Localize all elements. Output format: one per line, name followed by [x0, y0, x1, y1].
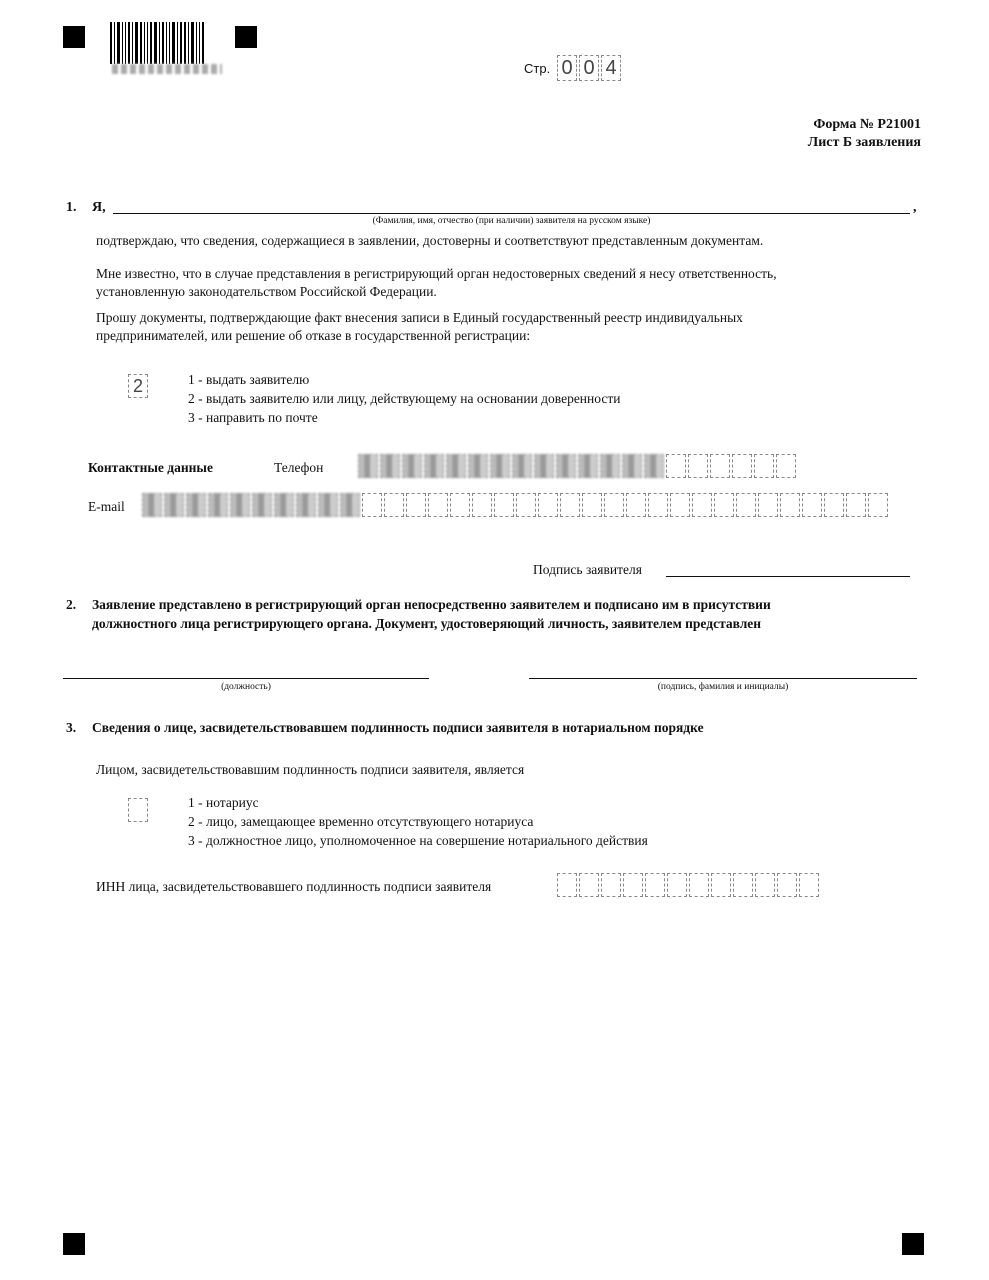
official-signature-caption: (подпись, фамилия и инициалы)	[657, 682, 789, 692]
notary-choice-cell[interactable]	[128, 798, 148, 822]
inn-digit-cell[interactable]	[579, 873, 599, 897]
applicant-signature-label: Подпись заявителя	[533, 562, 642, 577]
email-char-cell[interactable]	[362, 493, 382, 517]
email-char-cell[interactable]	[406, 493, 426, 517]
inn-digit-cell[interactable]	[733, 873, 753, 897]
barcode-bar	[128, 22, 130, 64]
phone-digit-cell[interactable]	[688, 454, 708, 478]
email-char-cell[interactable]	[626, 493, 646, 517]
barcode-bar	[162, 22, 164, 64]
email-char-cell[interactable]	[450, 493, 470, 517]
official-position-caption: (должность)	[221, 682, 271, 692]
name-comma: ,	[913, 200, 917, 215]
email-char-cell[interactable]	[230, 493, 250, 517]
barcode-bar	[191, 22, 194, 64]
section-3-number: 3.	[66, 720, 77, 735]
phone-digit-cell[interactable]	[402, 454, 422, 478]
phone-digit-cell[interactable]	[358, 454, 378, 478]
phone-digit-cell[interactable]	[556, 454, 576, 478]
barcode-bar	[147, 22, 148, 64]
applicant-name-caption: (Фамилия, имя, отчество (при наличии) заявителя на русском языке)	[372, 216, 651, 226]
phone-digit-cell[interactable]	[710, 454, 730, 478]
responsibility-text-1: Мне известно, что в случае представления в регистрирующий орган недостоверных сведений я несу ответственность,	[96, 266, 777, 281]
barcode-bar	[196, 22, 197, 64]
email-char-cell[interactable]	[670, 493, 690, 517]
barcode-bar	[172, 22, 175, 64]
barcode-bar	[169, 22, 170, 64]
section-1-number: 1.	[66, 200, 77, 215]
corner-marker-bottom-right	[902, 1233, 924, 1255]
phone-digit-cell[interactable]	[644, 454, 664, 478]
barcode-bar	[180, 22, 182, 64]
phone-digit-cell[interactable]	[578, 454, 598, 478]
delivery-option-2: 2 - выдать заявителю или лицу, действующему на основании доверенности	[188, 391, 621, 406]
inn-digit-cell[interactable]	[623, 873, 643, 897]
corner-marker-bottom-left	[63, 1233, 85, 1255]
notary-option-1: 1 - нотариус	[188, 795, 259, 810]
inn-digit-cell[interactable]	[777, 873, 797, 897]
delivery-option-1: 1 - выдать заявителю	[188, 372, 310, 387]
inn-digit-cell[interactable]	[799, 873, 819, 897]
phone-digit-cell[interactable]	[490, 454, 510, 478]
barcode-bar	[122, 22, 123, 64]
phone-digit-cell[interactable]	[754, 454, 774, 478]
section-2-text-2: должностного лица регистрирующего органа. Документ, удостоверяющий личность, заявителем представлен	[92, 616, 762, 631]
delivery-choice-cell[interactable]: 2	[128, 374, 148, 398]
official-signature-field[interactable]	[529, 678, 917, 679]
email-char-cell[interactable]	[340, 493, 360, 517]
barcode-bar	[154, 22, 157, 64]
email-char-cell[interactable]	[538, 493, 558, 517]
inn-digit-cell[interactable]	[689, 873, 709, 897]
notary-person-text: Лицом, засвидетельствовавшим подлинность подписи заявителя, является	[96, 762, 525, 777]
email-char-cell[interactable]	[296, 493, 316, 517]
request-text-2: предпринимателей, или решение об отказе в государственной регистрации:	[96, 328, 531, 343]
phone-input[interactable]	[358, 454, 798, 478]
phone-digit-cell[interactable]	[600, 454, 620, 478]
barcode-bar	[135, 22, 138, 64]
contacts-label: Контактные данные	[88, 460, 213, 475]
barcode-bar	[140, 22, 142, 64]
page-digit: 0	[579, 55, 599, 81]
barcode-digits-redacted	[112, 64, 222, 74]
applicant-name-field[interactable]	[113, 213, 910, 214]
page-digit: 0	[557, 55, 577, 81]
sheet-title: Лист Б заявления	[807, 135, 921, 150]
corner-marker-top-left	[63, 26, 85, 48]
applicant-signature-field[interactable]	[666, 576, 910, 577]
delivery-option-3: 3 - направить по почте	[188, 410, 318, 425]
phone-digit-cell[interactable]	[666, 454, 686, 478]
phone-digit-cell[interactable]	[512, 454, 532, 478]
email-char-cell[interactable]	[164, 493, 184, 517]
email-char-cell[interactable]	[516, 493, 536, 517]
section-2-text-1: Заявление представлено в регистрирующий орган непосредственно заявителем и подписано им в присутствии	[92, 597, 771, 612]
barcode-bar	[144, 22, 145, 64]
notary-inn-label: ИНН лица, засвидетельствовавшего подлинность подписи заявителя	[96, 879, 492, 894]
corner-marker-top-right	[235, 26, 257, 48]
phone-digit-cell[interactable]	[446, 454, 466, 478]
form-number: Форма № Р21001	[813, 117, 921, 132]
email-char-cell[interactable]	[252, 493, 272, 517]
email-char-cell[interactable]	[494, 493, 514, 517]
section-2-number: 2.	[66, 597, 77, 612]
email-char-cell[interactable]	[384, 493, 404, 517]
email-char-cell[interactable]	[824, 493, 844, 517]
email-char-cell[interactable]	[274, 493, 294, 517]
barcode-bar	[114, 22, 115, 64]
barcode-bar	[132, 22, 133, 64]
barcode-bar	[159, 22, 160, 64]
notary-option-2: 2 - лицо, замещающее временно отсутствующего нотариуса	[188, 814, 534, 829]
email-char-cell[interactable]	[604, 493, 624, 517]
email-char-cell[interactable]	[142, 493, 162, 517]
inn-digit-cell[interactable]	[645, 873, 665, 897]
email-char-cell[interactable]	[472, 493, 492, 517]
barcode-bar	[188, 22, 189, 64]
email-char-cell[interactable]	[428, 493, 448, 517]
email-char-cell[interactable]	[208, 493, 228, 517]
page-digit: 4	[601, 55, 621, 81]
request-text-1: Прошу документы, подтверждающие факт внесения записи в Единый государственный реестр индивидуальных	[96, 310, 743, 325]
email-char-cell[interactable]	[582, 493, 602, 517]
inn-digit-cell[interactable]	[711, 873, 731, 897]
email-char-cell[interactable]	[318, 493, 338, 517]
email-input[interactable]	[142, 493, 890, 517]
barcode-bar	[125, 22, 126, 64]
inn-digit-cell[interactable]	[557, 873, 577, 897]
inn-digit-cell[interactable]	[601, 873, 621, 897]
phone-digit-cell[interactable]	[776, 454, 796, 478]
page-label: Стр.	[524, 61, 551, 76]
responsibility-text-2: установленную законодательством Российской Федерации.	[96, 284, 437, 299]
phone-digit-cell[interactable]	[424, 454, 444, 478]
notary-option-3: 3 - должностное лицо, уполномоченное на совершение нотариального действия	[188, 833, 648, 848]
phone-digit-cell[interactable]	[468, 454, 488, 478]
notary-inn-input[interactable]	[557, 873, 821, 897]
email-char-cell[interactable]	[648, 493, 668, 517]
phone-digit-cell[interactable]	[622, 454, 642, 478]
barcode	[110, 22, 206, 64]
phone-digit-cell[interactable]	[534, 454, 554, 478]
barcode-bar	[199, 22, 200, 64]
email-label: E-mail	[88, 499, 125, 514]
phone-digit-cell[interactable]	[380, 454, 400, 478]
email-char-cell[interactable]	[714, 493, 734, 517]
email-char-cell[interactable]	[186, 493, 206, 517]
email-char-cell[interactable]	[868, 493, 888, 517]
email-char-cell[interactable]	[736, 493, 756, 517]
inn-digit-cell[interactable]	[667, 873, 687, 897]
barcode-bar	[117, 22, 120, 64]
email-char-cell[interactable]	[560, 493, 580, 517]
notary-type-choice[interactable]	[128, 798, 150, 822]
email-char-cell[interactable]	[802, 493, 822, 517]
email-char-cell[interactable]	[780, 493, 800, 517]
inn-digit-cell[interactable]	[755, 873, 775, 897]
page-number-cells	[557, 55, 623, 81]
email-char-cell[interactable]	[758, 493, 778, 517]
email-char-cell[interactable]	[692, 493, 712, 517]
phone-digit-cell[interactable]	[732, 454, 752, 478]
official-position-field[interactable]	[63, 678, 429, 679]
email-char-cell[interactable]	[846, 493, 866, 517]
barcode-bar	[184, 22, 186, 64]
barcode-bar	[177, 22, 178, 64]
applicant-intro: Я,	[92, 200, 106, 215]
barcode-bar	[166, 22, 167, 64]
section-3-title: Сведения о лице, засвидетельствовавшем подлинность подписи заявителя в нотариальном порядке	[92, 720, 704, 735]
phone-label: Телефон	[274, 460, 324, 475]
barcode-bar	[202, 22, 204, 64]
barcode-bar	[150, 22, 152, 64]
barcode-bar	[110, 22, 112, 64]
document-delivery-choice[interactable]	[128, 374, 150, 398]
confirmation-text: подтверждаю, что сведения, содержащиеся в заявлении, достоверны и соответствуют представленным документам.	[96, 233, 764, 248]
